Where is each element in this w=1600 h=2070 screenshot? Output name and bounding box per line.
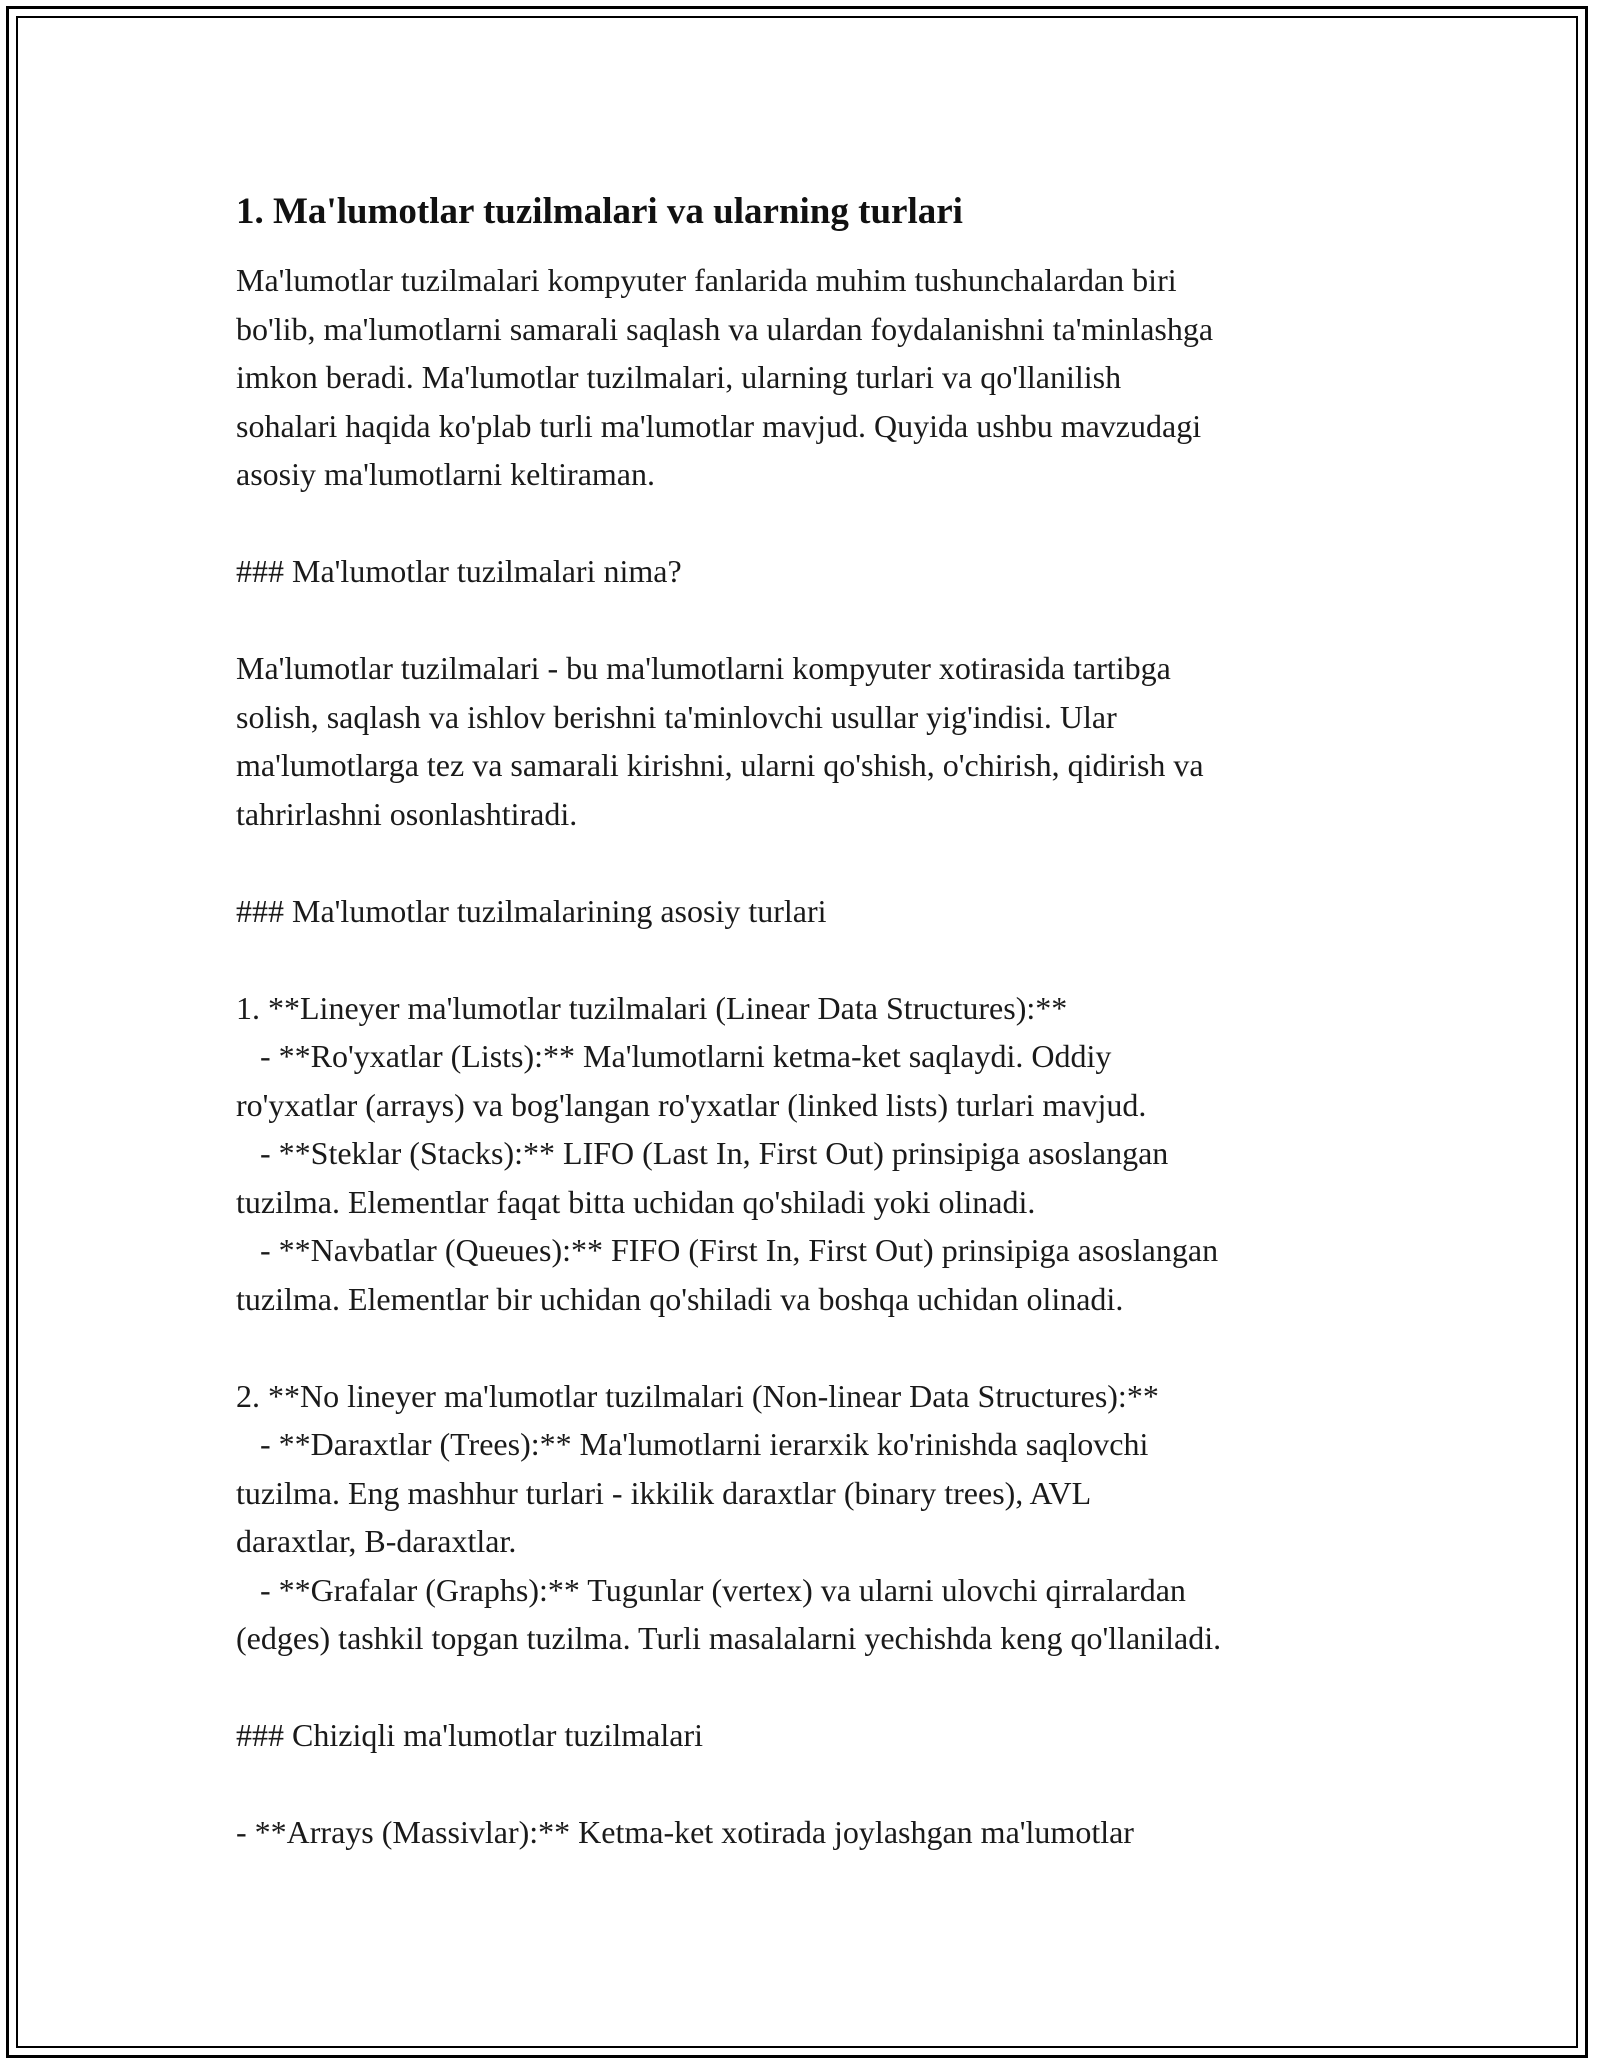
spacer [236,1663,1376,1712]
nonlinear-structures-list: 2. **No lineyer ma'lumotlar tuzilmalari (Non-linear Data Structures):** - **Daraxtlar (Trees):** Ma'lumotlarni ierarxik ko'rinishda saqlovchi tuzilma. Eng mashhur turlari - ikkilik daraxtlar (binary trees), AVL daraxtlar, B-daraxtlar. - **Grafalar (Graphs):** Tugunlar (vertex) va ularni ulovchi qirralardan (edges) tashkil topgan tuzilma. Turli masalalarni yechishda keng qo'llaniladi. [236,1377,1222,1656]
section-heading-linear: ### Chiziqli ma'lumotlar tuzilmalari [236,1717,703,1753]
spacer [236,1323,1376,1372]
spacer [236,1760,1376,1809]
spacer [236,935,1376,984]
linear-structures-list: 1. **Lineyer ma'lumotlar tuzilmalari (Linear Data Structures):** - **Ro'yxatlar (Lists):** Ma'lumotlarni ketma-ket saqlaydi. Oddiy ro'yxatlar (arrays) va bog'langan ro'yxatlar (linked lists) turlari mavjud. - **Steklar (Stacks):** LIFO (Last In, First Out) prinsipiga asoslangan tuzilma. Elementlar faqat bitta uchidan qo'shiladi yoki olinadi. - **Navbatlar (Queues):** FIFO (First In, First Out) prinsipiga asoslangan tuzilma. Elementlar bir uchidan qo'shiladi va boshqa uchidan olinadi. [236,989,1219,1317]
spacer [236,596,1376,645]
definition-paragraph: Ma'lumotlar tuzilmalari - bu ma'lumotlarni kompyuter xotirasida tartibga solish, saqlash va ishlov berishni ta'minlovchi usullar yig'indisi. Ular ma'lumotlarga tez va samarali kirishni, ularni qo'shish, o'chirish, qidirish va tahrirlashni osonlashtiradi. [236,650,1204,832]
spacer [236,838,1376,887]
intro-paragraph: Ma'lumotlar tuzilmalari kompyuter fanlarida muhim tushunchalardan biri bo'lib, ma'lumotlarni samarali saqlash va ulardan foydalanishni ta'minlashga imkon beradi. Ma'lumotlar tuzilmalari, ularning turlari va qo'llanilish sohalari haqida ko'plab turli ma'lumotlar mavjud. Quyida ushbu mavzudagi asosiy ma'lumotlarni keltiraman. [236,262,1214,492]
arrays-item: - **Arrays (Massivlar):** Ketma-ket xotirada joylashgan ma'lumotlar [236,1814,1134,1850]
document-title: 1. Ma'lumotlar tuzilmalari va ularning turlari [236,191,963,232]
section-heading-main-types: ### Ma'lumotlar tuzilmalarining asosiy turlari [236,892,827,929]
section-heading-what-is: ### Ma'lumotlar tuzilmalari nima? [236,553,682,589]
document-body [236,188,1376,1857]
spacer [236,499,1376,548]
